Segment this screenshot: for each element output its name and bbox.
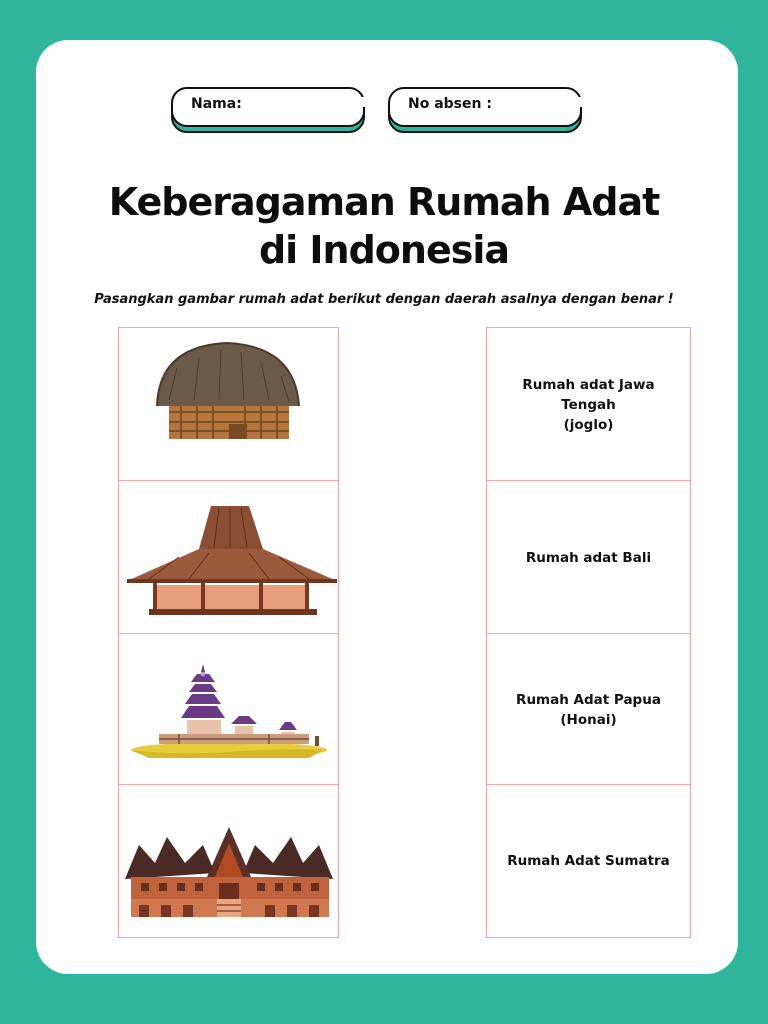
bali-temple-icon: [119, 634, 340, 787]
gadang-house-icon: [119, 785, 340, 939]
title-line-1: Keberagaman Rumah Adat: [108, 180, 660, 224]
name-label: Nama:: [191, 96, 242, 112]
answer-cell-3[interactable]: [486, 633, 691, 786]
answer-label-4: Rumah Adat Sumatra: [507, 853, 670, 869]
name-field[interactable]: [171, 87, 365, 131]
instruction-text: Pasangkan gambar rumah adat berikut dengan daerah asalnya dengan benar !: [94, 292, 674, 307]
page-title: [0, 178, 768, 274]
picture-cell-3[interactable]: [118, 633, 339, 786]
joglo-house-icon: [119, 481, 340, 636]
picture-cell-1[interactable]: [118, 327, 339, 482]
answer-cell-1[interactable]: [486, 327, 691, 482]
answer-cell-4[interactable]: [486, 784, 691, 938]
picture-cell-2[interactable]: [118, 480, 339, 635]
name-field-box[interactable]: [171, 87, 365, 127]
answer-cell-2[interactable]: [486, 480, 691, 635]
honai-house-icon: [119, 328, 340, 483]
picture-cell-4[interactable]: [118, 784, 339, 938]
number-field[interactable]: [388, 87, 582, 131]
number-label: No absen :: [408, 96, 492, 112]
answer-label-2: Rumah adat Bali: [525, 549, 652, 566]
number-field-box[interactable]: [388, 87, 582, 127]
answer-label-1: Rumah adat Jawa Tengah (joglo): [522, 376, 655, 433]
title-line-2: di Indonesia: [258, 228, 510, 272]
answer-label-3: Rumah Adat Papua (Honai): [516, 691, 661, 728]
